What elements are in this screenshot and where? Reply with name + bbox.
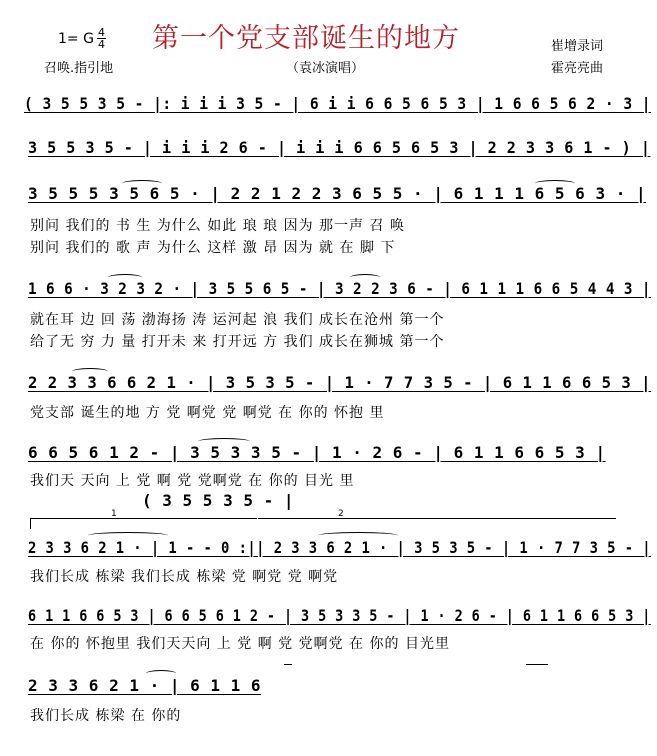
score-row-10: 2 3 3 6 2 1 · | 6 1 1 6 (28, 676, 262, 695)
slur-mark (146, 670, 176, 677)
song-title: 第一个党支部诞生的地方 (152, 23, 460, 54)
lyric-row-5: 党支部 诞生的地 方 党 啊党 党 啊党 在 你的 怀抱 里 (30, 405, 385, 421)
lyric-theme: 召唤.指引地 (44, 61, 114, 76)
score-row-9: 6 1 1 6 6 5 3 | 6 6 5 6 1 2 - | 3 5 3 3 5 - | 1 · 2 6 - | 6 1 1 6 6 5 3 | (28, 606, 651, 625)
slur-mark (88, 532, 168, 539)
score-row-7: ( 3 5 5 3 5 - | (142, 491, 294, 510)
volta-second: 2 (258, 518, 616, 529)
key-signature: 1= G (58, 31, 94, 47)
score-row-3: 3 5 5 5 3 5 6 5 · | 2 2 1 2 2 3 6 5 5 · | 6 1 1 1 6 5 6 3 · | (28, 184, 647, 203)
time-signature (97, 27, 106, 50)
slur-mark (535, 180, 575, 187)
lyric-row-6: 我们天 天向 上 党 啊 党 党啊党 在 你的 目光 里 (30, 473, 355, 489)
slur-mark (318, 532, 398, 539)
lyricist: 崔增录词 (551, 39, 604, 54)
score-row-1: ( 3 5 5 3 5 - |: i i i 3 5 - | 6 i i 6 6 5 6 5 3 | 1 6 6 5 6 2 · 3 | (24, 94, 652, 113)
slur-mark (108, 274, 142, 281)
lyric-row-3b: 别问 我们的 歌 声 为什么 这样 激 昂 因为 就 在 脚 下 (30, 240, 396, 256)
lyric-row-4b: 给了无 穷 力 量 打开未 来 打开远 方 我们 成长在狮城 第一个 (30, 334, 445, 350)
dash-mark (284, 664, 292, 665)
score-row-2: 3 5 5 3 5 - | i i i 2 6 - | i i i 6 6 5 6 5 3 | 2 2 3 3 6 1 - ) | (28, 138, 651, 157)
lyric-row-10: 我们长成 栋梁 在 你的 (30, 708, 182, 724)
score-row-6: 6 6 5 6 1 2 - | 3 5 3 3 5 - | 1 · 2 6 - | 6 1 1 6 6 5 3 | (28, 443, 606, 462)
time-signature-top: 4 (98, 26, 105, 39)
slur-mark (350, 274, 380, 281)
dash-mark (526, 664, 548, 665)
lyric-row-8: 我们长成 栋梁 我们长成 栋梁 党 啊党 党 啊党 (30, 569, 339, 585)
slur-mark (122, 180, 162, 187)
lyric-row-9: 在 你的 怀抱里 我们天天向 上 党 啊 党 党啊党 在 你的 目光里 (30, 636, 450, 652)
composer: 霍亮亮曲 (551, 61, 604, 76)
volta-first: 1 (30, 518, 257, 529)
score-row-5: 2 2 3 3 6 6 2 1 · | 3 5 3 5 - | 1 · 7 7 3 5 - | 6 1 1 6 6 5 3 | (28, 373, 652, 392)
lyric-row-4a: 就在耳 边 回 荡 渤海扬 涛 运河起 浪 我们 成长在沧州 第一个 (30, 312, 445, 328)
time-signature-bottom: 4 (98, 38, 105, 51)
score-row-4: 1 6 6 · 3 2 3 2 · | 3 5 5 6 5 - | 3 2 2 3 6 - | 6 1 1 1 6 6 5 4 4 3 | (28, 279, 651, 298)
lyric-row-3a: 别问 我们的 书 生 为什么 如此 琅 琅 因为 那一声 召 唤 (30, 218, 405, 234)
slur-mark (198, 438, 250, 445)
score-row-8: 2 3 3 6 2 1 · | 1 - - 0 :|| 2 3 3 6 2 1 · | 3 5 3 5 - | 1 · 7 7 3 5 - | (28, 538, 652, 557)
slur-mark (72, 368, 108, 375)
singer: （袁冰演唱） (286, 61, 365, 76)
